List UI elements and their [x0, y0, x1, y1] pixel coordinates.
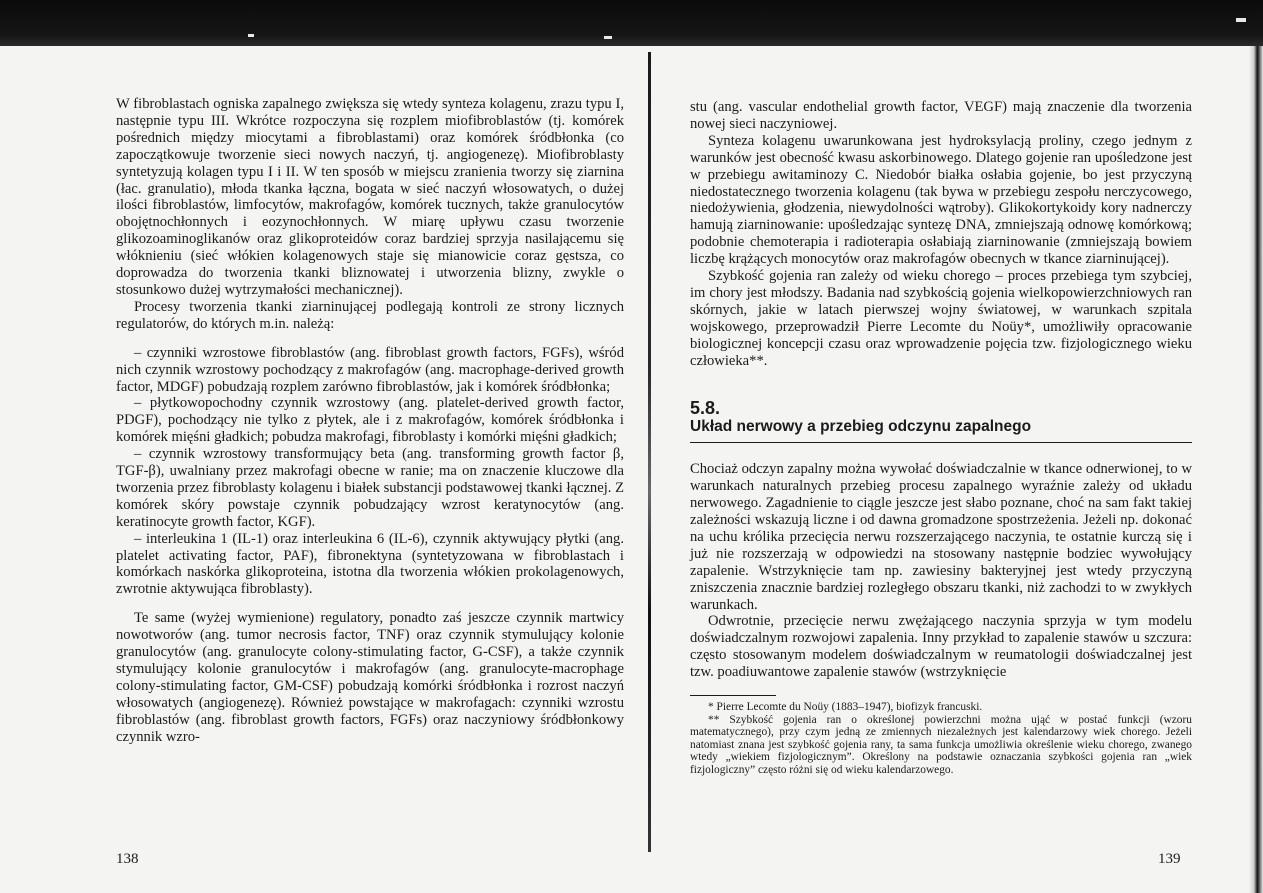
right-paragraph-2: Synteza kolagenu uwarunkowana jest hydroksylacją proliny, czego jednym z warunków jest obecność kwasu askorbinowego. Dlatego gojenie ran upośledzone jest w przebiegu awitaminozy C. Niedobór białka osłabia gojenie, bo jest przyczyną niedostatecznego tworzenia kolagenu (tak bywa w przebiegu zespołu nerczycowego, niedożywienia, głodzenia, niewydolności wątroby). Glikokortykoidy kory nadnerczy hamują ziarninowanie: upośledzając syntezę DNA, zmniejszają odnowę komórkową; podobnie chemoterapia i radioterapia osłabiają ziarninowanie (zmniejszają bowiem liczbę krążących monocytów oraz makrofagów obecnych w tkance ziarninującej). — [690, 132, 1192, 268]
list-item-fgf: – czynniki wzrostowe fibroblastów (ang. fibroblast growth factors, FGFs), wśród nich czynnik wzrostowy pochodzący z makrofagów (ang. macrophage-derived growth factor, MDGF) pobudzają rozplem zarówno fibroblastów, jak i komórek śródbłonka; — [116, 344, 624, 395]
footnote-rule — [690, 695, 776, 696]
page-number-left: 138 — [116, 851, 139, 867]
left-page — [116, 96, 624, 746]
list-item-tgf: – czynnik wzrostowy transformujący beta (ang. transforming growth factor β, TGF-β), uwalniany przez makrofagi obecne w ranie; ma on znaczenie kluczowe dla tworzenia przez fibroblasty kolagenu i białek substancji podstawowej tkanki łącznej. Z komórek skóry powstaje czynnik pobudzający wzrost keratynocytów (ang. keratinocyte growth factor, KGF). — [116, 446, 624, 530]
section-number: 5.8. — [690, 397, 721, 418]
section-title: Układ nerwowy a przebieg odczynu zapalnego — [690, 419, 1192, 443]
right-paragraph-1: stu (ang. vascular endothelial growth factor, VEGF) mają znaczenie dla tworzenia nowej sieci naczyniowej. — [690, 99, 1192, 132]
section-paragraph-2: Odwrotnie, przecięcie nerwu zwężającego naczynia sprzyja w tym modelu doświadczalnym rozwojowi zapalenia. Inny przykład to zapalenie stawów u szczura: często stosowanym modelem doświadczalnym w reumatologii doświadczalnej jest tzw. poadiuwantowe zapalenie stawów (wstrzyknięcie — [690, 613, 1192, 681]
left-paragraph-1: W fibroblastach ogniska zapalnego zwiększa się wtedy synteza kolagenu, zrazu typu I, następnie typu III. Wkrótce rozpoczyna się rozplem miofibroblastów (tj. komórek pośrednich między miocytami a fibroblastami) oraz komórek śródbłonka (co zapoczątkowuje tworzenie sieci nowych naczyń, tj. angiogenezę). Miofibroblasty syntetyzują kolagen typu I i II. W ten sposób w miejscu zranienia tworzy się ziarnina (łac. granulatio), młoda tkanka łączna, bogata w sieć naczyń włosowatych, o dużej ilości fibroblastów, limfocytów, makrofagów, komórek tucznych, także granulocytów obojętnochłonnych i eozynochłonnych. W miarę upływu czasu tworzenie glikozoaminoglikanów oraz glikoproteidów coraz bardziej sprzyja nasilającemu się włóknieniu (sieć włókien kolagenowych staje się mianowicie coraz gęstsza, co doprowadza do tworzenia tkanki bliznowatej i utworzenia blizny, zwykle o stosunkowo dużej wytrzymałości mechanicznej). — [116, 96, 624, 298]
section-paragraph-1: Chociaż odczyn zapalny można wywołać doświadczalnie w tkance odnerwionej, to w warunkach naturalnych przebieg procesu zapalnego wyraźnie zależy od układu nerwowego. Zagadnienie to ciągle jeszcze jest słabo poznane, choć na sam fakt takiej zależności wskazują liczne i od dawna gromadzone spostrzeżenia. Jeżeli np. dokonać na uchu królika przecięcia nerwu rozszerzającego naczynia, te ostatnie kurczą się i już nie rozszerzają w odpowiedzi na stosowany następnie bodziec wywołujący zapalenie. Wstrzyknięcie tam np. zawiesiny bakteryjnej jest wtedy przyczyną zniszczenia znacznie bardziej rozległego obszaru tkanki, niż zachodzi to w zwykłych warunkach. — [690, 461, 1192, 613]
left-paragraph-regulators: Te same (wyżej wymienione) regulatory, ponadto zaś jeszcze czynnik martwicy nowotworów (ang. tumor necrosis factor, TNF) oraz czynnik stymulujący kolonie granulocytów (ang. granulocyte colony-stimulating factor, G-CSF), a także czynnik stymulujący kolonie granulocytów i makrofagów (ang. granulocyte-macrophage colony-stimulating factor, GM-CSF) pobudzają komórki śródbłonka i rozrost naczyń włosowatych (angiogenezę). Również powstające w makrofagach: czynniki wzrostu fibroblastów (ang. fibroblast growth factors, FGFs) oraz naczyniowy śródbłonkowy czynnik wzro- — [116, 610, 624, 745]
footnote-2: ** Szybkość gojenia ran o określonej powierzchni można ująć w postać funkcji (wzoru matematycznego), przy czym jedną ze zmiennych niezależnych jest kalendarzowy wiek chorego. Jeżeli natomiast znana jest szybkość gojenia rany, ta sama funkcja umożliwia określenie wieku chorego, zwanego wtedy „wiekiem fizjologicznym”. Określony na podstawie oznaczania szybkości gojenia ran „wiek fizjologiczny” często różni się od wieku kalendarzowego. — [690, 713, 1192, 777]
page-number-right: 139 — [1158, 851, 1181, 867]
footnote-1: * Pierre Lecomte du Noüy (1883–1947), biofizyk francuski. — [708, 701, 983, 714]
left-paragraph-2: Procesy tworzenia tkanki ziarninującej podlegają kontroli ze strony licznych regulatorów, do których m.in. należą: — [116, 298, 624, 332]
list-item-pdgf: – płytkowopochodny czynnik wzrostowy (ang. platelet-derived growth factor, PDGF), pochodzący nie tylko z płytek, ale i z makrofagów, komórek śródbłonka i komórek mięśni gładkich; pobudza makrofagi, fibroblasty i komórki mięśni gładkich; — [116, 395, 624, 446]
list-item-il: – interleukina 1 (IL-1) oraz interleukina 6 (IL-6), czynnik aktywujący płytki (ang. platelet activating factor, PAF), fibronektyna (syntetyzowana w fibroblastach i komórkach naskórka glikoproteina, istotna dla tworzenia włókien prokolagenowych, zwrotnie aktywująca fibroblasty). — [116, 530, 624, 598]
right-paragraph-3: Szybkość gojenia ran zależy od wieku chorego – proces przebiega tym szybciej, im chory jest młodszy. Badania nad szybkością gojenia wielkopowierzchniowych ran skórnych, jakie w latach pierwszej wojny światowej, w warunkach szpitala wojskowego, przeprowadził Pierre Lecomte du Noüy*, umożliwiły opracowanie biologicznej koncepcji czasu oraz wprowadzenie pojęcia tzw. fizjologicznego wieku człowieka**. — [690, 268, 1192, 369]
right-page — [690, 99, 1192, 777]
scan-top-shadow — [0, 0, 1263, 46]
page-edge-shadow — [1249, 46, 1263, 893]
book-gutter — [642, 52, 656, 852]
